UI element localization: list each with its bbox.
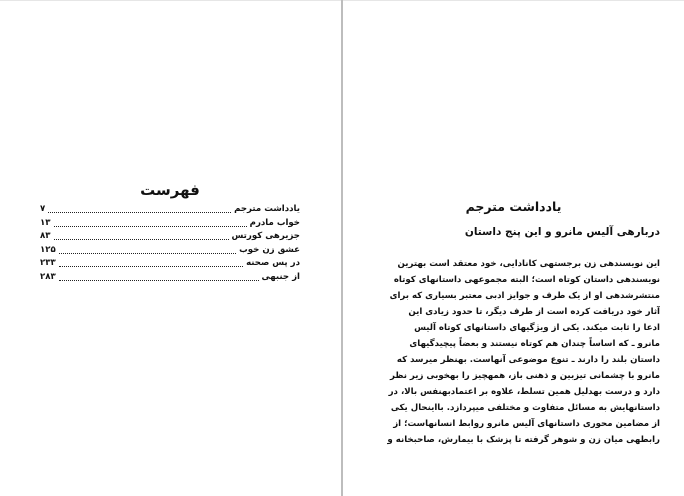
body-line: مانرو ـ که اساساً چندان هم کوتاه نیستند و بعضاً پیچیدگیهای [409, 339, 660, 349]
body-line: داستانهایش به مسائل متفاوت و مختلفی میپردازد. بااینحال یکی [390, 403, 660, 413]
toc-entry-label: از جنبهی [261, 271, 300, 282]
body-line: دارد و درست بهدلیل همین تسلط، علاوه بر اعتمادبهنفس بالا، در [388, 387, 660, 397]
body-line: منتشرشدهی او از یک طرف و جوایز ادبی معتبر بسیاری که برای [389, 291, 660, 301]
toc-entry-page: ۱۳ [40, 217, 51, 228]
toc-entry-label: جزیرهی کورتس [231, 231, 300, 241]
body-line: رابطهی میان زن و شوهر گرفته تا پزشک با بیمارش، صاحبخانه و [387, 435, 660, 445]
toc-leader-dots [54, 226, 247, 227]
toc-entry-label: عشق زن خوب [239, 244, 300, 255]
toc-list [40, 204, 300, 285]
page-edge [0, 0, 342, 1]
body-line: داستان بلند را دارند ـ تنوع موضوعی آنهاست. بهنظر میرسد که [396, 355, 660, 365]
body-line: آثار خود دریافت کرده است از طرف دیگر، تا حدود زیادی این [408, 307, 660, 317]
section-title: یادداشت مترجم [465, 199, 562, 214]
toc-entry-label: یادداشت مترجم [234, 204, 300, 214]
body-line: مانرو با چشمانی تیزبین و ذهنی باز، همهچیز را بهخوبی زیر نظر [389, 371, 660, 381]
section-subtitle: دربارهی آلیس مانرو و این پنج داستان [464, 226, 660, 238]
toc-entry-label: خواب مادرم [249, 217, 300, 228]
toc-leader-dots [59, 280, 259, 281]
toc-title: فهرست [140, 181, 200, 199]
toc-leader-dots [59, 253, 236, 254]
page-edge [343, 0, 684, 1]
toc-entry[interactable] [40, 245, 300, 259]
toc-leader-dots [59, 266, 243, 267]
toc-entry-page: ۱۲۵ [40, 244, 56, 255]
toc-entry-label: در پس صحنه [246, 258, 300, 268]
book-gutter [341, 0, 343, 496]
toc-entry-page: ۲۸۳ [40, 271, 56, 282]
toc-entry[interactable] [40, 218, 300, 232]
toc-entry[interactable] [40, 258, 300, 272]
toc-entry[interactable] [40, 204, 300, 218]
body-line: این نویسندهی زن برجستهی کانادایی، خود معتقد است بهترین [397, 259, 660, 269]
body-line: نویسندهی داستان کوتاه است؛ البته مجموعهی داستانهای کوتاه [393, 275, 660, 285]
toc-entry[interactable] [40, 231, 300, 245]
body-line: از مضامین محوری داستانهای آلیس مانرو روابط انسانهاست؛ از [393, 419, 660, 429]
toc-leader-dots [54, 239, 229, 240]
toc-entry-page: ۸۳ [40, 231, 51, 241]
body-text [367, 256, 660, 448]
body-line: ادعا را ثابت میکند. یکی از ویژگیهای داستانهای کوتاه آلیس [414, 323, 660, 333]
toc-entry[interactable] [40, 272, 300, 286]
toc-entry-page: ۲۳۳ [40, 258, 56, 268]
toc-entry-page: ۷ [40, 204, 46, 214]
toc-leader-dots [48, 212, 231, 213]
